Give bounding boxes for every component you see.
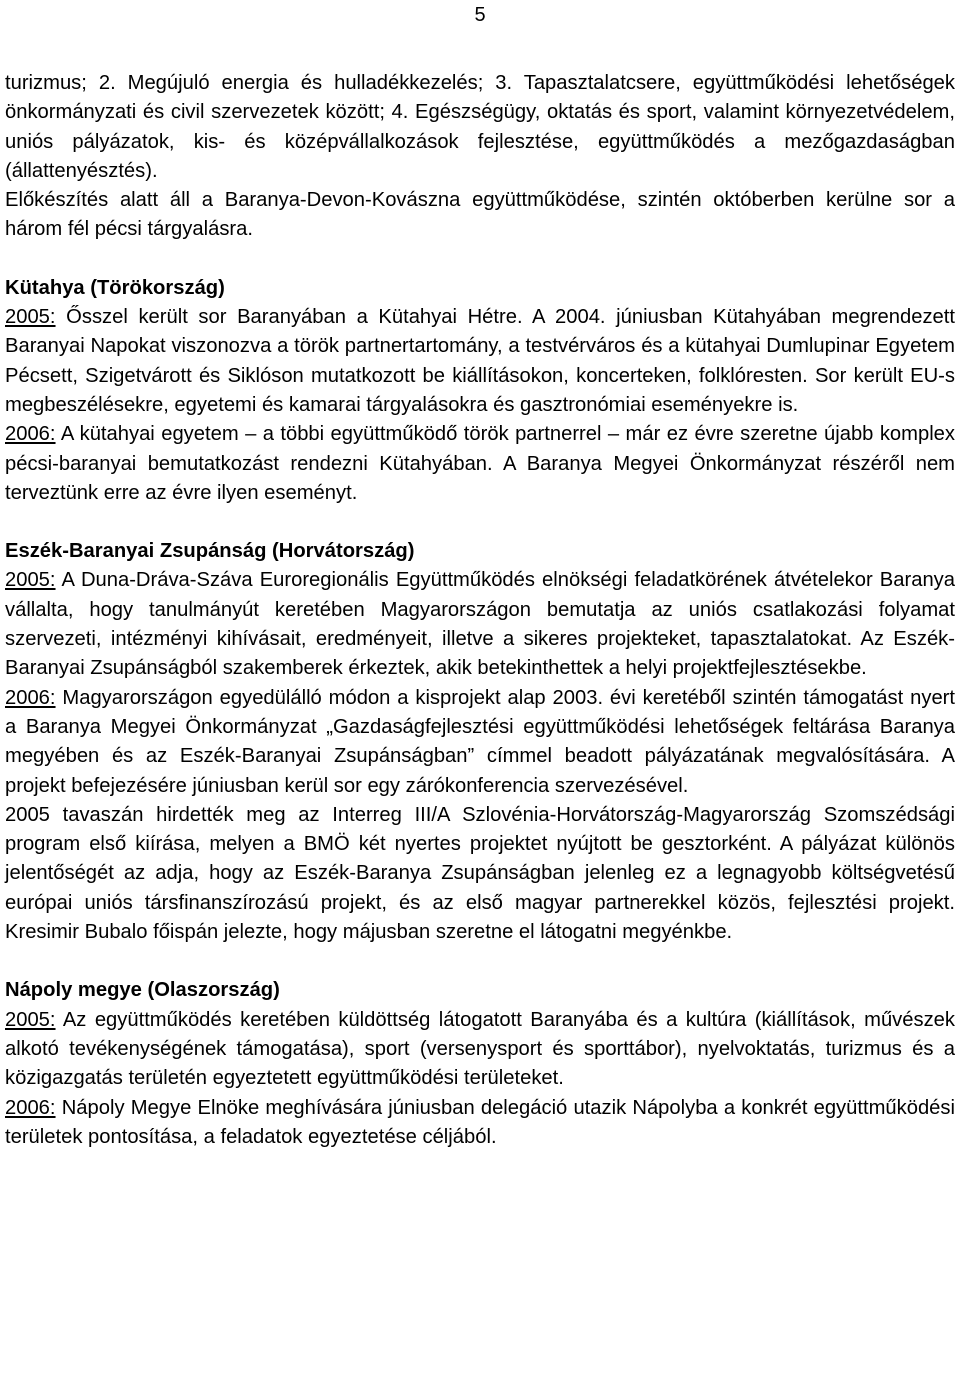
- entry-text: A kütahyai egyetem – a többi együttműködő török partnerrel – már ez évre szeretne újabb komplex pécsi-baranyai bemutatkozást rendezni Kütahyában. A Baranya Megyei Önkormányzat részéről nem terveztünk erre az évre ilyen eseményt.: [5, 423, 955, 504]
- document-body: [5, 69, 955, 1152]
- section-heading: Kütahya (Törökország): [5, 276, 225, 299]
- entry-year: 2006:: [5, 1096, 56, 1119]
- entry-year: 2005:: [5, 306, 56, 329]
- entry-text: A Duna-Dráva-Száva Euroregionális Együttműködés elnökségi feladatkörének átvételekor Baranya vállalta, hogy tanulmányút keretében Magyarországon bemutatja az uniós csatlakozási folyamat szervezeti, intézményi kihívásait, eredményeit, illetve a sikeres projekteket, tapasztalatokat. Az Eszék-Baranyai Zsupánságból szakemberek érkeztek, akik betekinthettek a helyi projektfejlesztésekbe.: [5, 569, 955, 680]
- entry-paragraph: [5, 303, 955, 420]
- spacer: [5, 245, 955, 274]
- entry-text: Nápoly Megye Elnöke meghívására júniusban delegáció utazik Nápolyba a konkrét együttműködési területek pontosítása, a feladatok egyeztetése céljából.: [5, 1096, 955, 1148]
- entry-year: 2006:: [5, 686, 56, 709]
- section-heading: Nápoly megye (Olaszország): [5, 979, 280, 1002]
- page-number: 5: [474, 4, 486, 26]
- intro-paragraph: turizmus; 2. Megújuló energia és hulladékkezelés; 3. Tapasztalatcsere, együttműködési lehetőségek önkormányzati és civil szervezetek között; 4. Egészségügy, oktatás és sport, valamint környezetvédelem, uniós pályázatok, kis- és középvállalkozások fejlesztése, együttműködés a mezőgazdaságban (állattenyésztés).: [5, 72, 955, 182]
- entry-year: 2005:: [5, 1008, 56, 1031]
- entry-paragraph: [5, 1094, 955, 1153]
- entry-year: 2006:: [5, 423, 56, 446]
- intro-paragraph: Előkészítés alatt áll a Baranya-Devon-Kovászna együttműködése, szintén októberben kerülne sor a három fél pécsi tárgyalásra.: [5, 189, 955, 241]
- entry-paragraph: [5, 1006, 955, 1094]
- extra-paragraph: 2005 tavaszán hirdették meg az Interreg III/A Szlovénia-Horvátország-Magyarország Szomszédsági program első kiírása, melyen a BMÖ két nyertes projektet nyújtott be gesztorként. A pályázat különös jelentőségét az adja, hogy az Eszék-Baranya Zsupánságban jelenleg ez a legnagyobb költségvetésű európai uniós társfinanszírozású projekt, és az első magyar partnerekkel közös, fejlesztési projekt. Kresimir Bubalo főispán jelezte, hogy májusban szeretne el látogatni megyénkbe.: [5, 803, 955, 944]
- entry-text: Ősszel került sor Baranyában a Kütahyai Hétre. A 2004. júniusban Kütahyában megrendezett Baranyai Napokat viszonozva a török partnertartomány, a testvérváros és a kütahyai Dumlupinar Egyetem Pécsett, Szigetvárott és Siklóson mutatkozott be kiállításokon, koncerteken, folklóresten. Sor került EU-s megbeszélésekre, egyetemi és kamarai tárgyalásokra és gasztronómiai eseményekre is.: [5, 306, 955, 416]
- entry-text: Magyarországon egyedülálló módon a kisprojekt alap 2003. évi keretéből szintén támogatást nyert a Baranya Megyei Önkormányzat „Gazdaságfejlesztési együttműködési lehetőségek feltárása Baranya megyében és az Eszék-Baranyai Zsupánságban” címmel beadott pályázatának megvalósítására. A projekt befejezésére júniusban kerül sor egy zárókonferencia szervezésével.: [5, 686, 955, 797]
- entry-paragraph: [5, 420, 955, 508]
- section-heading: Eszék-Baranyai Zsupánság (Horvátország): [5, 540, 415, 563]
- entry-year: 2005:: [5, 569, 56, 592]
- entry-text: Az együttműködés keretében küldöttség látogatott Baranyába és a kultúra (kiállítások, művészek alkotó tevékenységének támogatása), sport (versenysport és sporttábor), nyelvoktatás, turizmus és a közigazgatás területén egyeztetett együttműködési területeket.: [5, 1008, 955, 1090]
- entry-paragraph: [5, 684, 955, 801]
- spacer: [5, 947, 955, 976]
- entry-paragraph: [5, 566, 955, 683]
- spacer: [5, 508, 955, 537]
